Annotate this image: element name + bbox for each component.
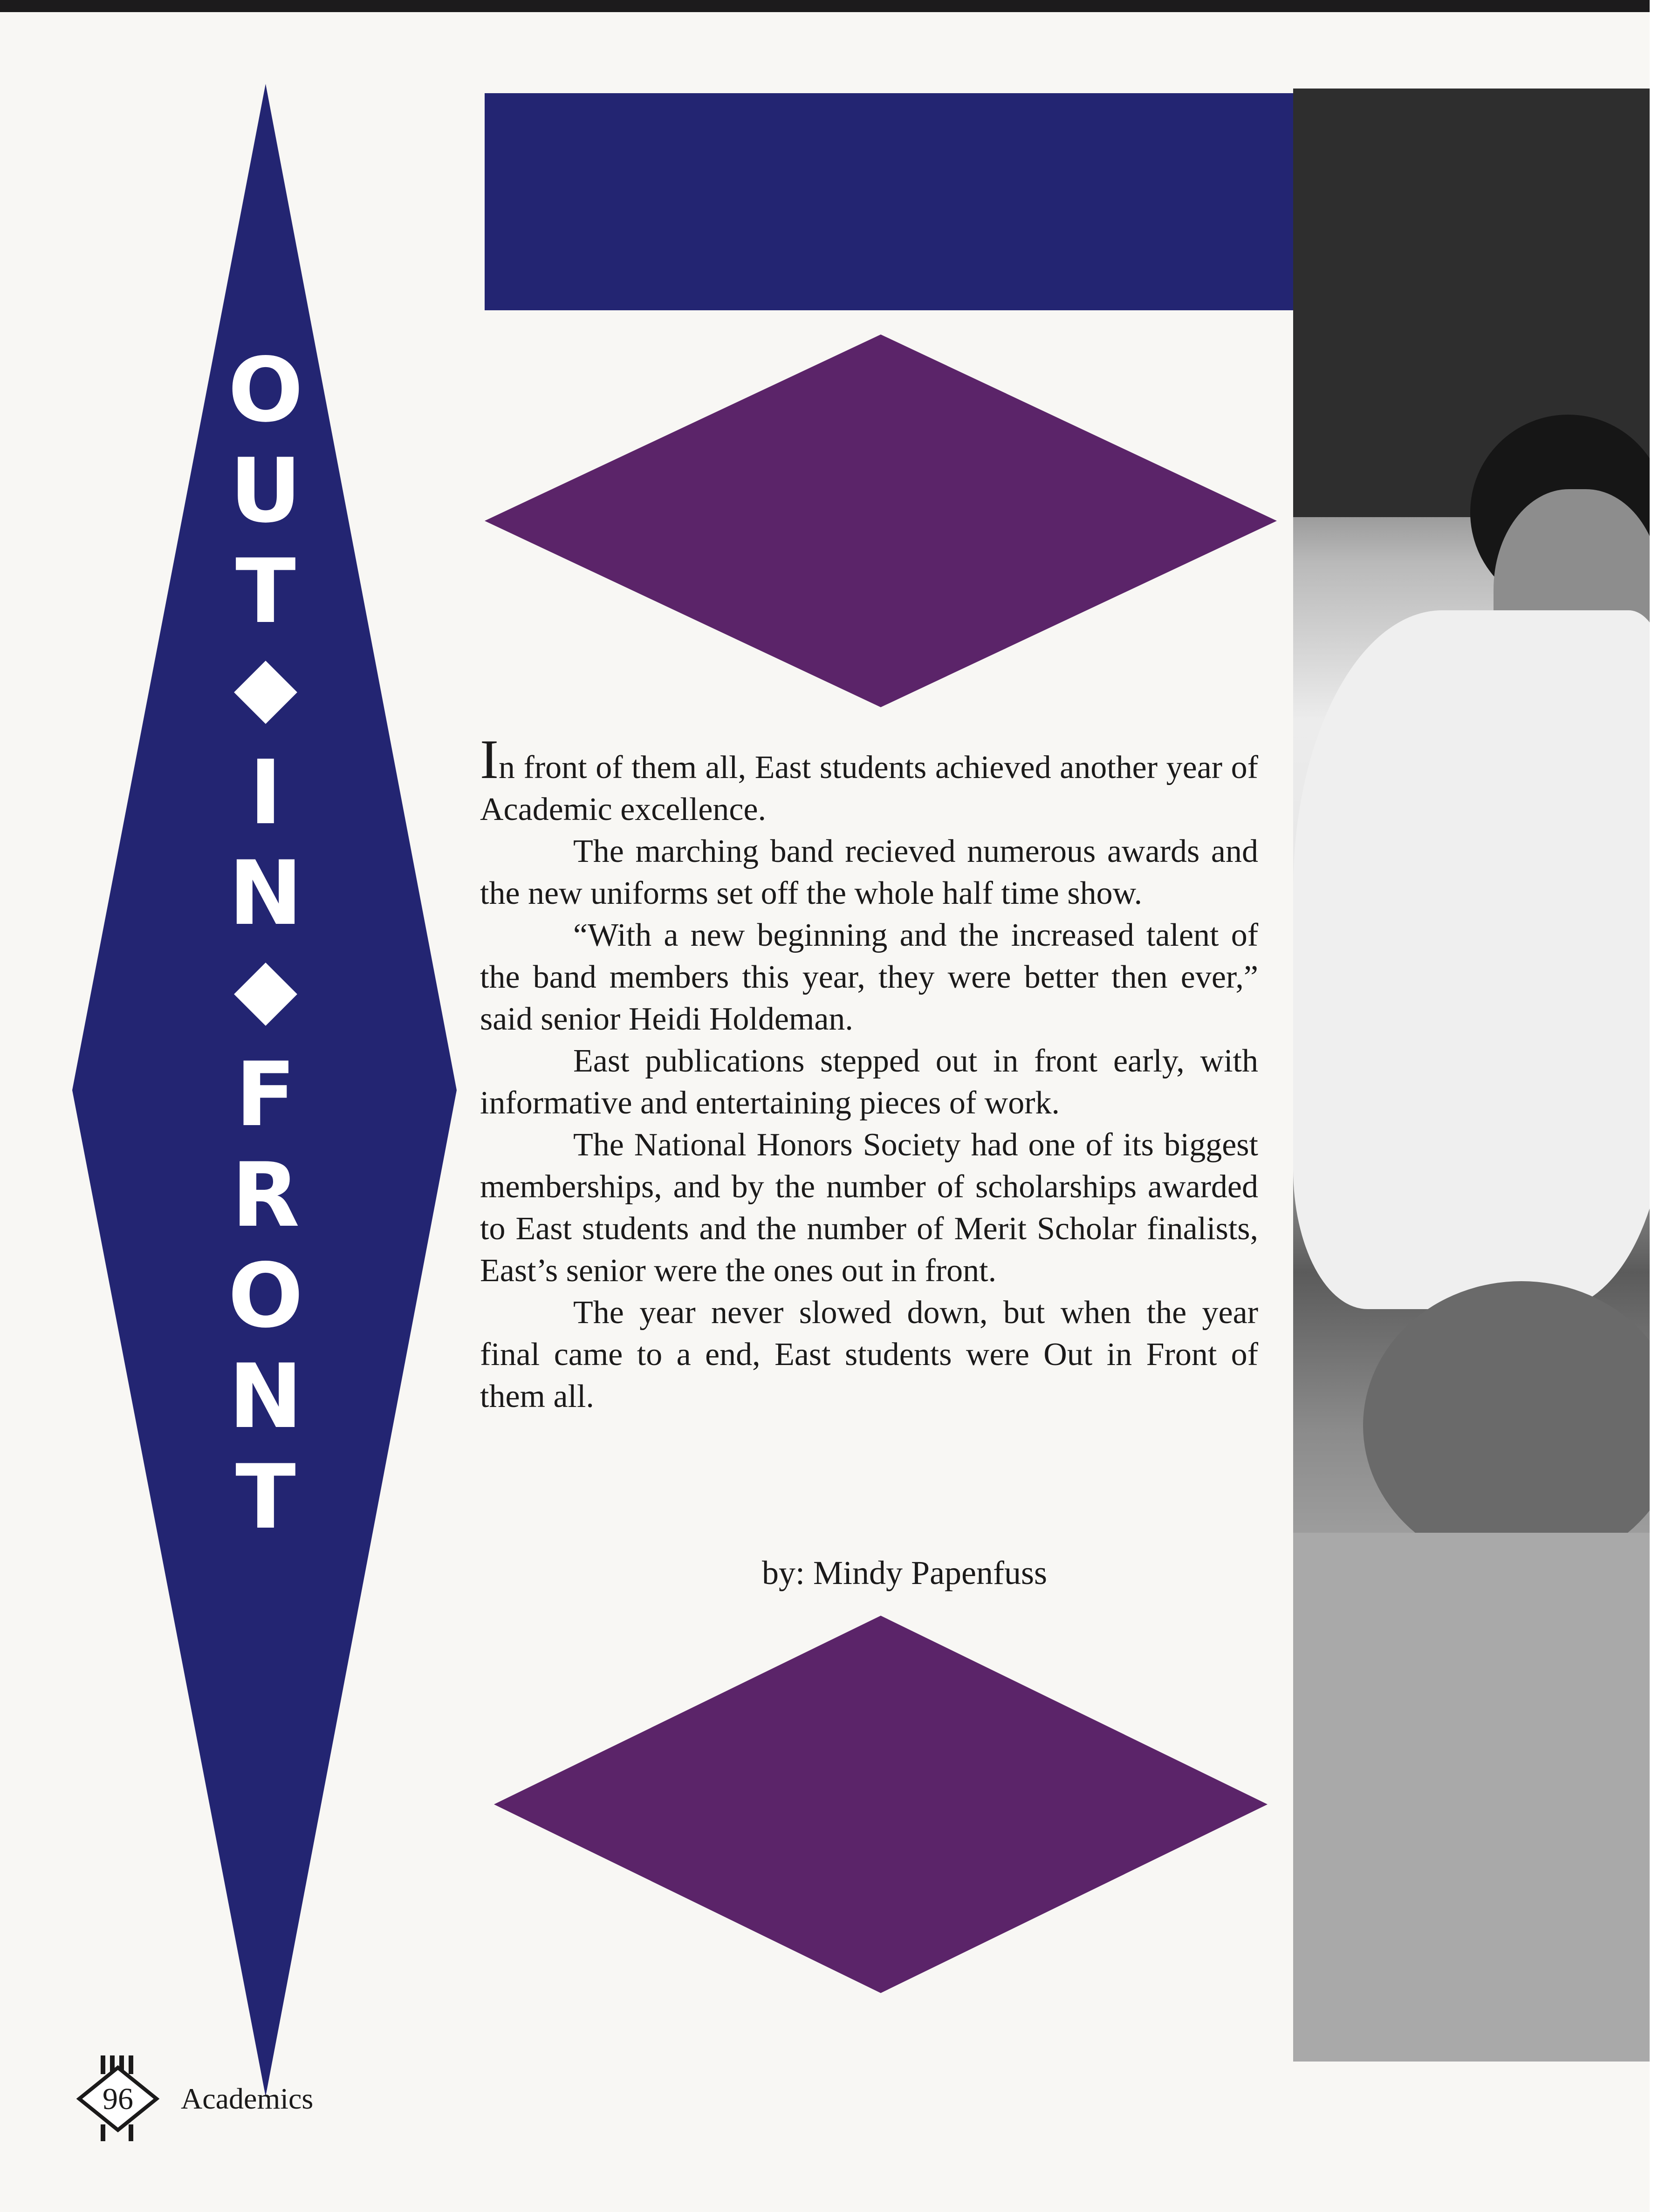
- photo-floor: [1293, 1533, 1650, 2062]
- title-letter: U: [229, 439, 302, 542]
- title-letter: R: [231, 1144, 300, 1247]
- article-paragraph: The year never slowed down, but when the year final came to a end, East students were Out in Front of them all.: [480, 1295, 1258, 1414]
- diamond-separator-icon: [243, 944, 288, 1045]
- page-number: 96: [103, 2082, 133, 2116]
- title-letter: O: [228, 1244, 303, 1347]
- lower-purple-diamond: [494, 1616, 1268, 1993]
- byline: by: Mindy Papenfuss: [762, 1554, 1047, 1591]
- article-paragraph: “With a new beginning and the increased talent of the band members this year, they were better then ever,” said senior Heidi Holdeman.: [480, 917, 1258, 1037]
- article-paragraph: The marching band recieved numerous awards and the new uniforms set off the whole half time show.: [480, 833, 1258, 911]
- title-letter: T: [235, 1446, 296, 1549]
- vertical-title: [205, 340, 326, 1548]
- article-paragraph: East publications stepped out in front early, with informative and entertaining pieces of work.: [480, 1043, 1258, 1121]
- title-letter: I: [249, 741, 282, 844]
- title-letter: F: [235, 1043, 296, 1146]
- diamond-separator-icon: [243, 642, 288, 743]
- drop-cap: I: [480, 728, 499, 790]
- title-letter: O: [228, 339, 303, 442]
- photo-shirt: [1293, 610, 1650, 1309]
- photo-knee: [1363, 1281, 1650, 1570]
- title-letter: N: [228, 842, 303, 945]
- article-body: [480, 728, 1258, 1418]
- student-photo: [1293, 89, 1650, 2062]
- article-paragraph: The National Honors Society had one of its biggest memberships, and by the number of scholarships awarded to East students and the number of Merit Scholar finalists, East’s senior were the ones out in front.: [480, 1127, 1258, 1289]
- section-label: Academics: [181, 2082, 314, 2115]
- title-letter: N: [228, 1345, 303, 1448]
- header-bar: [485, 93, 1295, 310]
- upper-purple-diamond: [485, 335, 1277, 707]
- article-paragraph: [480, 728, 1258, 831]
- paragraph-text: n front of them all, East students achieved another year of Academic excellence.: [480, 750, 1258, 827]
- title-letter: T: [235, 540, 296, 643]
